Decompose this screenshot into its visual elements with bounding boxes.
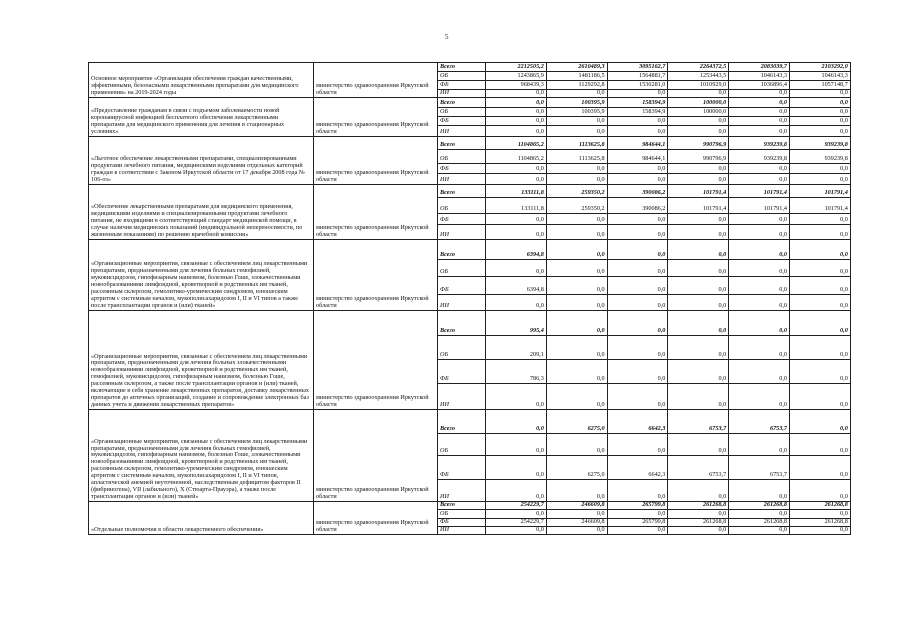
funding-value: 0,0: [607, 434, 668, 456]
budget-table-body: [89, 63, 851, 535]
funding-source: Всего: [438, 63, 486, 72]
measure-description: «Организационные мероприятия, связанные с обеспечением лиц лекарственными препаратами, предназначенными для лечения больных гемофилией, муковисцидозом, гипофизарным нанизмом, болезнью Гоше, злокачественными новообразованиями лимфоидной, кроветворной и родственных им тканей, рассеянным склерозом, гемолитико-уремическим синдромом, юношеским артритом с системным началом, мукополисахаридозом I, II и VI типов, апластической анемией неуточненной, наследственным дефицитом факторов II (фибриногена), VII (лабильного), X (Стюарта-Прауэра), а также после трансплантации органов и (или) тканей»: [89, 410, 314, 502]
funding-value: 0,0: [486, 434, 547, 456]
funding-value: 1564881,7: [607, 72, 668, 81]
funding-value: 0,0: [546, 240, 607, 260]
funding-source: ОБ: [438, 198, 486, 214]
funding-value: 0,0: [486, 98, 547, 108]
funding-value: 0,0: [789, 527, 850, 535]
funding-source: ИИ: [438, 384, 486, 410]
funding-value: 0,0: [729, 311, 790, 336]
funding-value: 0,0: [546, 260, 607, 277]
funding-value: 0,0: [607, 225, 668, 240]
funding-value: 0,0: [486, 510, 547, 519]
funding-value: 265799,8: [607, 502, 668, 510]
funding-value: 2264372,5: [668, 63, 729, 72]
funding-value: 1104865,2: [486, 137, 547, 150]
funding-source: Всего: [438, 311, 486, 336]
funding-value: 990796,9: [668, 137, 729, 150]
funding-value: 0,0: [607, 277, 668, 295]
funding-value: 254229,7: [486, 519, 547, 527]
funding-value: 0,0: [486, 164, 547, 174]
funding-value: 939239,8: [729, 150, 790, 164]
measure-description: «Предоставление гражданам в связи с подъемом заболеваемости новой коронавирусной инфекцией бесплатного обеспечения лекарственными препаратами для медицинского применения для лечения в стационарных условиях»: [89, 98, 314, 137]
funding-value: 0,0: [789, 260, 850, 277]
funding-value: 0,0: [546, 527, 607, 535]
funding-source: ФБ: [438, 456, 486, 480]
funding-value: 0,0: [607, 260, 668, 277]
funding-value: 0,0: [729, 164, 790, 174]
funding-source: ОБ: [438, 434, 486, 456]
responsible-executor: министерство здравоохранения Иркутской области: [314, 311, 438, 410]
funding-value: 0,0: [668, 295, 729, 311]
funding-value: 0,0: [668, 434, 729, 456]
funding-value: 0,0: [789, 456, 850, 480]
funding-value: 0,0: [729, 384, 790, 410]
funding-source: Всего: [438, 98, 486, 108]
funding-value: 0,0: [789, 164, 850, 174]
funding-value: 0,0: [486, 117, 547, 126]
funding-value: 939239,8: [729, 137, 790, 150]
funding-value: 100000,0: [668, 108, 729, 117]
funding-value: 6275,0: [546, 410, 607, 434]
funding-value: 0,0: [789, 336, 850, 360]
funding-value: 0,0: [729, 480, 790, 502]
funding-value: 2083039,7: [729, 63, 790, 72]
funding-value: 0,0: [546, 90, 607, 98]
funding-value: 0,0: [486, 456, 547, 480]
funding-value: 101791,4: [729, 185, 790, 198]
funding-source: Всего: [438, 502, 486, 510]
funding-value: 0,0: [789, 126, 850, 137]
funding-value: 6753,7: [729, 456, 790, 480]
funding-value: 0,0: [668, 384, 729, 410]
funding-value: 0,0: [789, 311, 850, 336]
funding-value: 101791,4: [668, 198, 729, 214]
funding-source: ФБ: [438, 164, 486, 174]
funding-source: ОБ: [438, 510, 486, 519]
funding-value: 0,0: [486, 225, 547, 240]
funding-value: 254229,7: [486, 502, 547, 510]
funding-value: 0,0: [789, 295, 850, 311]
funding-source: ИИ: [438, 174, 486, 185]
funding-value: 0,0: [668, 527, 729, 535]
funding-source: ОБ: [438, 150, 486, 164]
funding-value: 0,0: [789, 174, 850, 185]
funding-value: 0,0: [607, 480, 668, 502]
funding-value: 100000,0: [668, 98, 729, 108]
funding-value: 0,0: [729, 510, 790, 519]
funding-value: 0,0: [546, 311, 607, 336]
funding-value: 0,0: [729, 527, 790, 535]
funding-value: 0,0: [607, 240, 668, 260]
funding-value: 1113625,8: [546, 150, 607, 164]
funding-value: 0,0: [486, 410, 547, 434]
funding-value: 101791,4: [789, 185, 850, 198]
funding-value: 1057148,7: [789, 81, 850, 90]
funding-value: 259350,2: [546, 198, 607, 214]
responsible-executor: министерство здравоохранения Иркутской области: [314, 137, 438, 185]
page-number: 5: [445, 33, 449, 41]
funding-value: 0,0: [668, 90, 729, 98]
funding-value: 786,3: [486, 360, 547, 384]
funding-value: 1243865,9: [486, 72, 547, 81]
measure-description: Основное мероприятие «Организация обеспечения граждан качественными, эффективными, безопасными лекарственными препаратами для медицинского применения» на 2019-2024 годы: [89, 63, 314, 98]
funding-value: 0,0: [668, 510, 729, 519]
funding-value: 0,0: [789, 98, 850, 108]
funding-value: 390086,2: [607, 198, 668, 214]
funding-value: 100395,9: [546, 98, 607, 108]
measure-description: «Организационные мероприятия, связанные с обеспечением лиц лекарственными препаратами, предназначенными для лечения больных злокачественными новообразованиями лимфоидной, кроветворной и родственных им тканей, гемофилией, муковисцидозом, гипофизарным нанизмом, болезнью Гоше, рассеянным склерозом, а также после трансплантации органов и (или) тканей, включающие в себя хранение лекарственных препаратов, доставку лекарственных препаратов до аптечных организаций, создание и сопровождение электронных баз данных учета и движения лекарственных препаратов»: [89, 311, 314, 410]
funding-value: 0,0: [729, 225, 790, 240]
funding-value: 0,0: [546, 510, 607, 519]
funding-source: Всего: [438, 410, 486, 434]
funding-value: 0,0: [668, 174, 729, 185]
funding-value: 0,0: [729, 260, 790, 277]
funding-value: 0,0: [789, 434, 850, 456]
responsible-executor: министерство здравоохранения Иркутской области: [314, 410, 438, 502]
funding-value: 0,0: [668, 240, 729, 260]
funding-value: 0,0: [789, 117, 850, 126]
funding-value: 6642,3: [607, 410, 668, 434]
funding-value: 261268,8: [789, 519, 850, 527]
funding-value: 1253443,5: [668, 72, 729, 81]
funding-value: 0,0: [607, 311, 668, 336]
section-total-row: [89, 63, 851, 72]
funding-value: 6753,7: [668, 410, 729, 434]
funding-value: 1010929,0: [668, 81, 729, 90]
funding-value: 1530281,0: [607, 81, 668, 90]
funding-value: 261268,8: [668, 519, 729, 527]
funding-value: 0,0: [546, 117, 607, 126]
funding-value: 2103292,0: [789, 63, 850, 72]
funding-value: 0,0: [486, 527, 547, 535]
funding-value: 6642,3: [607, 456, 668, 480]
funding-value: 0,0: [486, 384, 547, 410]
funding-value: 0,0: [668, 311, 729, 336]
funding-value: 984644,1: [607, 137, 668, 150]
funding-value: 6275,0: [546, 456, 607, 480]
funding-source: ИИ: [438, 126, 486, 137]
funding-value: 0,0: [607, 295, 668, 311]
funding-value: 1481186,5: [546, 72, 607, 81]
funding-value: 261268,8: [789, 502, 850, 510]
funding-source: ФБ: [438, 117, 486, 126]
funding-value: 6753,7: [668, 456, 729, 480]
funding-value: 0,0: [546, 336, 607, 360]
funding-value: 0,0: [607, 384, 668, 410]
funding-value: 259350,2: [546, 185, 607, 198]
funding-value: 0,0: [789, 384, 850, 410]
section-total-row: [89, 502, 851, 510]
section-total-row: [89, 98, 851, 108]
funding-value: 0,0: [486, 295, 547, 311]
funding-value: 0,0: [546, 225, 607, 240]
funding-value: 0,0: [546, 277, 607, 295]
funding-value: 0,0: [668, 336, 729, 360]
funding-source: ИИ: [438, 225, 486, 240]
funding-value: 0,0: [789, 108, 850, 117]
section-total-row: [89, 410, 851, 434]
funding-value: 2212505,2: [486, 63, 547, 72]
funding-value: 1129292,8: [546, 81, 607, 90]
funding-value: 101791,4: [668, 185, 729, 198]
responsible-executor: министерство здравоохранения Иркутской области: [314, 502, 438, 535]
funding-value: 0,0: [789, 480, 850, 502]
funding-value: 0,0: [668, 260, 729, 277]
funding-value: 0,0: [789, 510, 850, 519]
funding-value: 0,0: [546, 214, 607, 225]
funding-value: 0,0: [486, 260, 547, 277]
funding-value: 0,0: [789, 277, 850, 295]
funding-value: 100395,9: [546, 108, 607, 117]
funding-value: 0,0: [607, 510, 668, 519]
measure-description: «Обеспечение лекарственными препаратами для медицинского применения, медицинскими изделиями и специализированными продуктами лечебного питания, не входящими в соответствующий стандарт медицинской помощи, в случае наличия медицинских показаний (индивидуальной непереносимости, по жизненным показаниям) по решению врачебной комиссии»: [89, 185, 314, 240]
funding-value: 0,0: [607, 360, 668, 384]
funding-value: 0,0: [546, 384, 607, 410]
funding-value: 1046143,3: [729, 72, 790, 81]
funding-value: 1113625,8: [546, 137, 607, 150]
funding-value: 0,0: [486, 214, 547, 225]
funding-value: 0,0: [668, 126, 729, 137]
funding-value: 0,0: [729, 90, 790, 98]
funding-value: 995,4: [486, 311, 547, 336]
funding-value: 0,0: [729, 98, 790, 108]
funding-value: 0,0: [486, 90, 547, 98]
section-total-row: [89, 137, 851, 150]
funding-value: 0,0: [668, 480, 729, 502]
funding-value: 3095162,7: [607, 63, 668, 72]
funding-value: 390086,2: [607, 185, 668, 198]
responsible-executor: министерство здравоохранения Иркутской области: [314, 63, 438, 98]
section-total-row: [89, 185, 851, 198]
funding-value: 261268,8: [729, 519, 790, 527]
funding-value: 101791,4: [729, 198, 790, 214]
funding-value: 0,0: [729, 214, 790, 225]
funding-value: 0,0: [729, 360, 790, 384]
funding-value: 0,0: [668, 225, 729, 240]
funding-value: 0,0: [607, 90, 668, 98]
funding-value: 246609,8: [546, 502, 607, 510]
funding-value: 0,0: [668, 164, 729, 174]
funding-value: 133111,8: [486, 198, 547, 214]
funding-value: 6394,8: [486, 240, 547, 260]
funding-value: 990796,9: [668, 150, 729, 164]
funding-value: 0,0: [546, 174, 607, 185]
funding-value: 209,1: [486, 336, 547, 360]
funding-value: 0,0: [668, 214, 729, 225]
funding-value: 0,0: [729, 277, 790, 295]
funding-value: 0,0: [729, 117, 790, 126]
funding-value: 0,0: [486, 480, 547, 502]
funding-value: 0,0: [729, 336, 790, 360]
section-total-row: [89, 311, 851, 336]
funding-value: 261268,8: [729, 502, 790, 510]
funding-value: 2610489,3: [546, 63, 607, 72]
funding-source: ИИ: [438, 480, 486, 502]
funding-source: ИИ: [438, 90, 486, 98]
funding-source: Всего: [438, 240, 486, 260]
measure-description: «Льготное обеспечение лекарственными препаратами, специализированными продуктами лечебного питания, медицинскими изделиями отдельных категорий граждан в соответствии с Законом Иркутской области от 17 декабря 2008 года № 106-оз»: [89, 137, 314, 185]
funding-value: 0,0: [486, 126, 547, 137]
funding-value: 0,0: [607, 164, 668, 174]
funding-value: 0,0: [789, 214, 850, 225]
funding-value: 0,0: [729, 108, 790, 117]
funding-source: ФБ: [438, 360, 486, 384]
funding-source: ФБ: [438, 519, 486, 527]
funding-value: 0,0: [607, 126, 668, 137]
funding-value: 0,0: [607, 336, 668, 360]
funding-value: 0,0: [546, 360, 607, 384]
funding-value: 984644,1: [607, 150, 668, 164]
funding-value: 0,0: [668, 360, 729, 384]
funding-source: ФБ: [438, 277, 486, 295]
funding-source: Всего: [438, 137, 486, 150]
funding-value: 0,0: [546, 434, 607, 456]
funding-value: 0,0: [789, 360, 850, 384]
funding-value: 939239,8: [789, 150, 850, 164]
funding-value: 939239,8: [789, 137, 850, 150]
budget-table: [88, 62, 851, 535]
funding-value: 0,0: [546, 295, 607, 311]
funding-source: ФБ: [438, 214, 486, 225]
funding-value: 0,0: [607, 527, 668, 535]
funding-value: 0,0: [668, 277, 729, 295]
funding-source: ИИ: [438, 295, 486, 311]
funding-value: 0,0: [729, 434, 790, 456]
funding-value: 246609,8: [546, 519, 607, 527]
responsible-executor: министерство здравоохранения Иркутской области: [314, 240, 438, 311]
measure-description: «Отдельные полномочия в области лекарственного обеспечения»: [89, 502, 314, 535]
funding-value: 0,0: [607, 117, 668, 126]
funding-value: 1104865,2: [486, 150, 547, 164]
funding-value: 0,0: [668, 117, 729, 126]
funding-value: 101791,4: [789, 198, 850, 214]
funding-value: 0,0: [546, 126, 607, 137]
funding-value: 968439,3: [486, 81, 547, 90]
funding-value: 261268,8: [668, 502, 729, 510]
funding-value: 0,0: [789, 240, 850, 260]
funding-source: ФБ: [438, 81, 486, 90]
funding-value: 0,0: [729, 174, 790, 185]
funding-source: ОБ: [438, 260, 486, 277]
funding-value: 0,0: [789, 410, 850, 434]
funding-value: 0,0: [607, 174, 668, 185]
responsible-executor: министерство здравоохранения Иркутской области: [314, 185, 438, 240]
funding-value: 158394,9: [607, 108, 668, 117]
funding-value: 0,0: [607, 214, 668, 225]
funding-value: 6753,7: [729, 410, 790, 434]
funding-value: 0,0: [546, 164, 607, 174]
measure-description: «Организационные мероприятия, связанные с обеспечением лиц лекарственными препаратами, предназначенными для лечения больных гемофилией, муковисцидозом, гипофизарным нанизмом, болезнью Гоше, злокачественными новообразованиями лимфоидной, кроветворной и родственных им тканей, рассеянным склерозом, гемолитико-уремическим синдромом, юношеским артритом с системным началом, мукополисахаридозом I, II и VI типов а также после трансплантации органов и (или) тканей»: [89, 240, 314, 311]
funding-value: 6394,8: [486, 277, 547, 295]
funding-value: 0,0: [546, 480, 607, 502]
funding-value: 0,0: [789, 90, 850, 98]
section-total-row: [89, 240, 851, 260]
funding-value: 0,0: [729, 295, 790, 311]
funding-value: 1036896,4: [729, 81, 790, 90]
funding-value: 0,0: [486, 174, 547, 185]
funding-source: ОБ: [438, 336, 486, 360]
funding-value: 158394,9: [607, 98, 668, 108]
funding-value: 1046143,3: [789, 72, 850, 81]
funding-source: ИИ: [438, 527, 486, 535]
funding-value: 0,0: [729, 126, 790, 137]
funding-value: 0,0: [729, 240, 790, 260]
funding-source: ОБ: [438, 108, 486, 117]
funding-source: ОБ: [438, 72, 486, 81]
funding-value: 133111,8: [486, 185, 547, 198]
funding-source: Всего: [438, 185, 486, 198]
funding-value: 0,0: [789, 225, 850, 240]
funding-value: 265799,8: [607, 519, 668, 527]
funding-value: 0,0: [486, 108, 547, 117]
responsible-executor: министерство здравоохранения Иркутской области: [314, 98, 438, 137]
